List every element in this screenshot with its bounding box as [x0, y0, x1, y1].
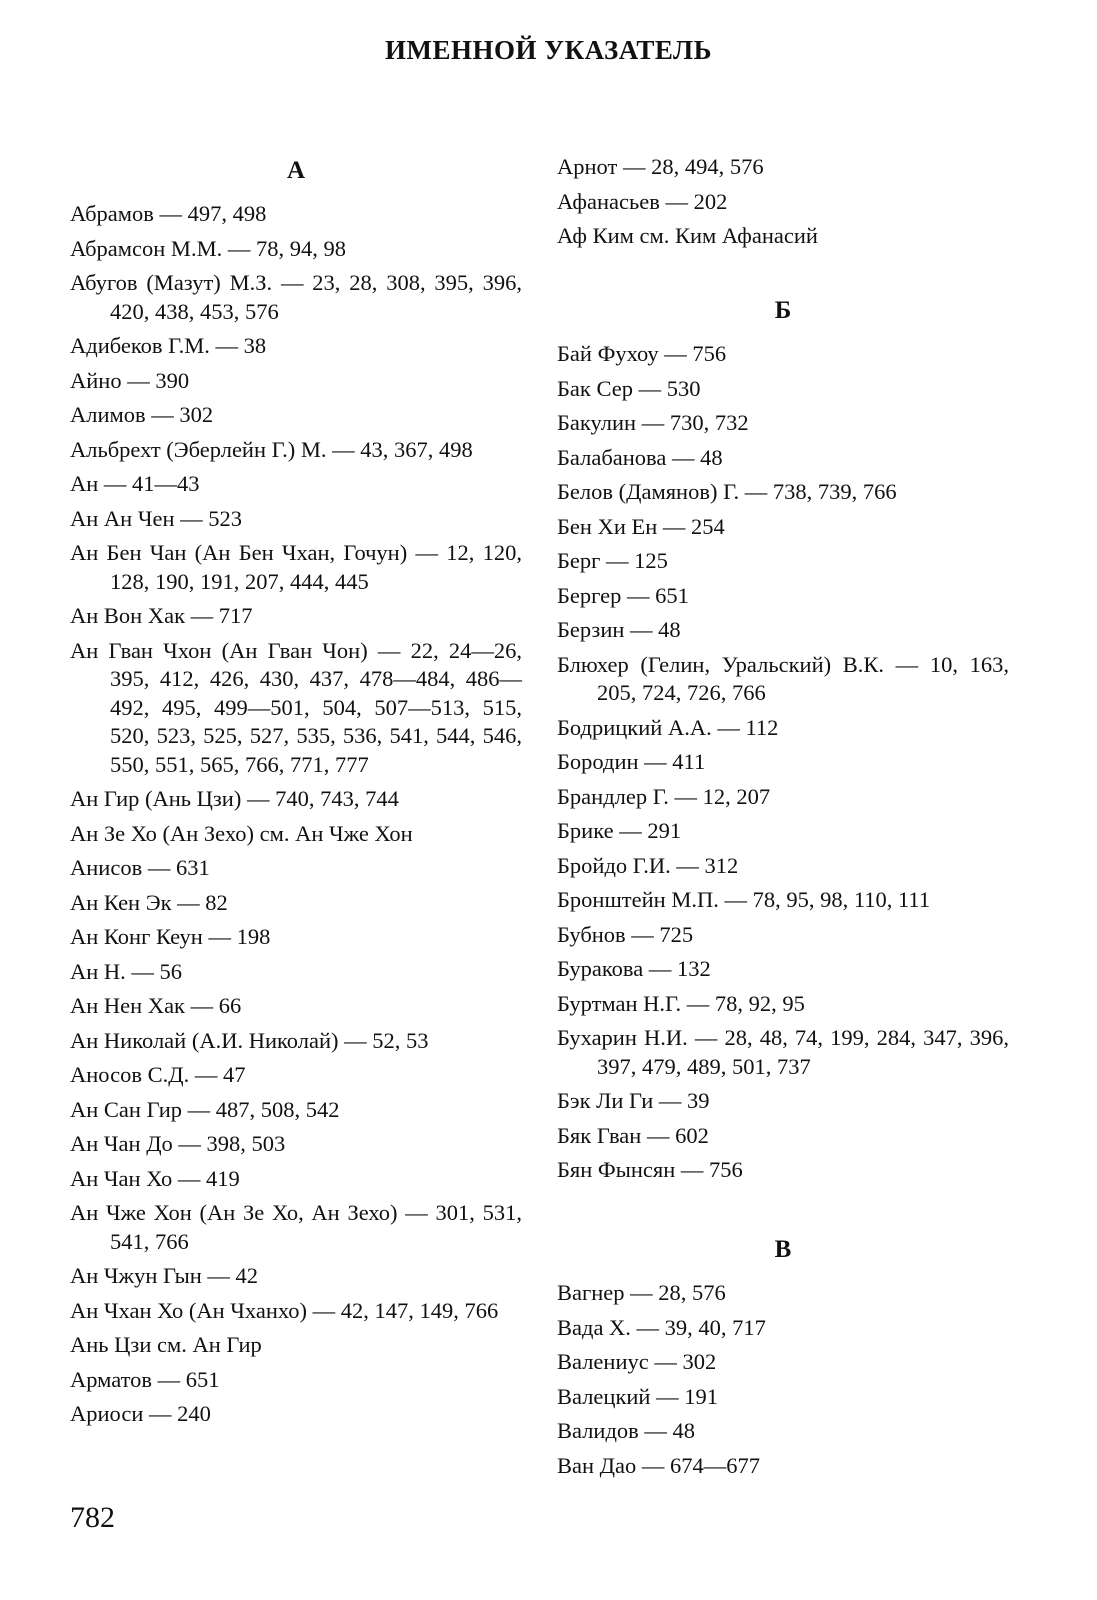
index-entry: Балабанова — 48: [557, 444, 723, 470]
index-entry: Ариоси — 240: [70, 1401, 211, 1426]
index-entry: Ан Чхан Хо (Ан Чханхо) — 42, 147, 149, 766: [70, 1297, 499, 1323]
index-entry: Берг — 125: [557, 548, 668, 573]
entry-list-a-continued: [557, 153, 1009, 257]
index-entry: Ан Чан Хо — 419: [70, 1165, 240, 1191]
page-number: 782: [70, 1501, 115, 1534]
index-entry: Ан Чже Хон (Ан Зе Хо, Ан Зехо) — 301, 531, 541, 766: [70, 1200, 522, 1254]
index-entry: Буртман Н.Г. — 78, 92, 95: [557, 990, 805, 1016]
index-entry: Ан Н. — 56: [70, 958, 183, 984]
index-entry: Абрамов — 497, 498: [70, 201, 267, 226]
index-entry: Бяк Гван — 602: [557, 1122, 709, 1148]
index-entry: Ван Дао — 674—677: [557, 1452, 760, 1478]
section-letter-b: Б: [774, 297, 792, 324]
index-entry: Ан Чжун Гын — 42: [70, 1263, 258, 1288]
index-entry: Блюхер (Гелин, Уральский) В.К. — 10, 163, 205, 724, 726, 766: [557, 651, 1009, 705]
index-entry: Абрамсон М.М. — 78, 94, 98: [70, 235, 346, 261]
index-entry: Арнот — 28, 494, 576: [557, 154, 764, 179]
index-entry: Ан Нен Хак — 66: [70, 993, 242, 1018]
entry-list-v: [557, 1279, 1009, 1486]
index-entry: Ан — 41—43: [70, 471, 200, 496]
index-entry: Белов (Дамянов) Г. — 738, 739, 766: [557, 479, 897, 504]
index-entry: Ан Сан Гир — 487, 508, 542: [70, 1096, 340, 1122]
index-entry: Бергер — 651: [557, 582, 689, 608]
index-entry: Бухарин Н.И. — 28, 48, 74, 199, 284, 347, 396, 397, 479, 489, 501, 737: [557, 1025, 1009, 1079]
index-entry: Бян Фынсян — 756: [557, 1157, 743, 1182]
index-entry: Вагнер — 28, 576: [557, 1280, 726, 1305]
index-entry: Валидов — 48: [557, 1418, 696, 1443]
index-entry: Бак Сер — 530: [557, 375, 701, 401]
index-entry: Анисов — 631: [70, 855, 210, 880]
index-entry: Бодрицкий А.А. — 112: [557, 714, 779, 740]
section-letter-v: В: [774, 1236, 792, 1263]
index-entry: Абугов (Мазут) М.З. — 23, 28, 308, 395, 396, 420, 438, 453, 576: [70, 270, 522, 324]
index-entry: Вада Х. — 39, 40, 717: [557, 1314, 766, 1340]
index-entry: Бен Хи Ен — 254: [557, 513, 725, 539]
index-entry: Ан Зе Хо (Ан Зехо) см. Ан Чже Хон: [70, 820, 413, 846]
index-entry: Бэк Ли Ги — 39: [557, 1088, 710, 1113]
index-entry: Ан Кен Эк — 82: [70, 889, 228, 915]
index-entry: Бакулин — 730, 732: [557, 410, 749, 435]
index-entry: Валецкий — 191: [557, 1383, 718, 1409]
index-entry: Афанасьев — 202: [557, 188, 728, 214]
index-entry: Ан Вон Хак — 717: [70, 603, 253, 628]
index-entry: Бай Фухоу — 756: [557, 341, 727, 366]
index-entry: Ан Конг Кеун — 198: [70, 924, 271, 949]
index-entry: Аф Ким см. Ким Афанасий: [557, 223, 818, 248]
page-title: ИМЕННОЙ УКАЗАТЕЛЬ: [385, 35, 712, 65]
index-entry: Брандлер Г. — 12, 207: [557, 783, 771, 809]
index-entry: Адибеков Г.М. — 38: [70, 333, 267, 358]
index-entry: Бубнов — 725: [557, 921, 694, 947]
index-entry: Ан Гван Чхон (Ан Гван Чон) — 22, 24—26, 395, 412, 426, 430, 437, 478—484, 486—492, 495, 499—501, 504, 507—513, 515, 520, 523, 525, 527, 535, 536, 541, 544, 546, 550, 551, 565, 766, 771, 777: [70, 637, 522, 777]
index-entry: Брике — 291: [557, 818, 682, 843]
index-entry: Ан Бен Чан (Ан Бен Чхан, Гочун) — 12, 120, 128, 190, 191, 207, 444, 445: [70, 540, 522, 594]
index-entry: Валениус — 302: [557, 1349, 717, 1374]
index-entry: Арматов — 651: [70, 1366, 220, 1392]
entry-list-a: [70, 200, 522, 1435]
index-entry: Айно — 390: [70, 367, 190, 393]
index-entry: Ан Николай (А.И. Николай) — 52, 53: [70, 1027, 429, 1053]
index-entry: Бройдо Г.И. — 312: [557, 852, 739, 878]
index-entry: Ань Цзи см. Ан Гир: [70, 1332, 262, 1357]
index-entry: Ан Ан Чен — 523: [70, 505, 242, 531]
index-entry: Альбрехт (Эберлейн Г.) М. — 43, 367, 498: [70, 436, 473, 462]
index-entry: Аносов С.Д. — 47: [70, 1062, 246, 1087]
index-entry: Берзин — 48: [557, 617, 681, 642]
section-letter-a: А: [286, 157, 306, 184]
index-entry: Алимов — 302: [70, 402, 214, 427]
index-entry: Буракова — 132: [557, 956, 711, 981]
index-entry: Ан Чан До — 398, 503: [70, 1131, 286, 1156]
index-entry: Ан Гир (Ань Цзи) — 740, 743, 744: [70, 786, 399, 811]
entry-list-b: [557, 340, 1009, 1191]
index-entry: Бородин — 411: [557, 749, 706, 774]
index-entry: Бронштейн М.П. — 78, 95, 98, 110, 111: [557, 887, 931, 912]
